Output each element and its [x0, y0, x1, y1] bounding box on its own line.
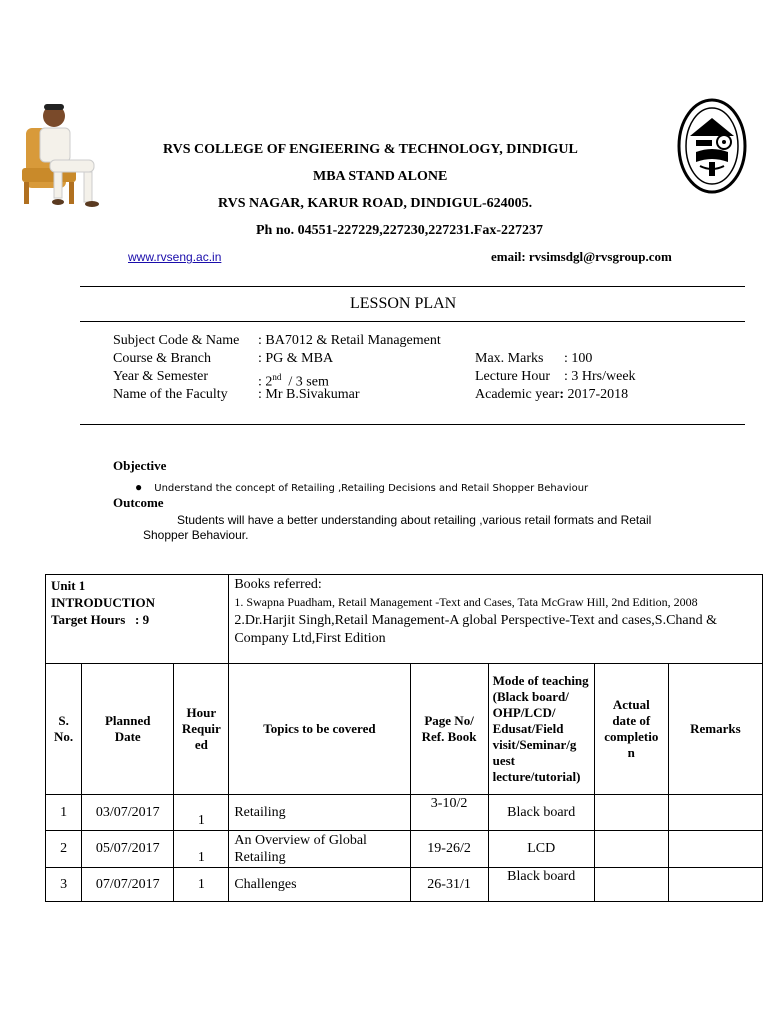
outcome-text-1: Students will have a better understanding about retailing ,various retail formats and Retail — [177, 513, 652, 527]
founder-photo — [14, 98, 102, 212]
row-hour: 1 — [174, 868, 229, 902]
row-page: 26-31/1 — [410, 868, 488, 902]
faculty-value: : Mr B.Sivakumar — [258, 387, 360, 402]
row-date: 03/07/2017 — [82, 795, 174, 831]
row-mode: Black board — [488, 795, 594, 831]
unit-row — [46, 575, 763, 664]
lecture-value: : 3 Hrs/week — [564, 369, 636, 384]
col-page-ref: Page No/ Ref. Book — [410, 664, 488, 795]
lesson-plan-title: LESSON PLAN — [350, 295, 457, 312]
row-remarks — [668, 868, 762, 902]
academic-label: Academic year — [475, 387, 560, 402]
row-page: 3-10/2 — [410, 795, 488, 831]
academic-year — [475, 386, 628, 404]
unit-title: INTRODUCTION — [51, 595, 156, 610]
row-remarks — [668, 795, 762, 831]
college-emblem — [676, 96, 748, 196]
academic-value: 2017-2018 — [564, 387, 629, 402]
row-topic: Retailing — [229, 795, 410, 831]
subject-label: Subject Code & Name — [113, 333, 240, 348]
objective-text: Understand the concept of Retailing ,Retailing Decisions and Retail Shopper Behaviour — [154, 483, 589, 494]
col-topics: Topics to be covered — [229, 664, 410, 795]
year-value-pre: : 2 — [258, 374, 273, 390]
faculty-label: Name of the Faculty — [113, 387, 228, 402]
outcome-heading: Outcome — [113, 495, 164, 510]
objective-heading: Objective — [113, 458, 167, 473]
unit-number: Unit 1 — [51, 578, 86, 593]
college-phone: Ph no. 04551-227229,227230,227231.Fax-227237 — [256, 223, 543, 238]
row-hour: 1 — [174, 831, 229, 868]
col-planned-date: Planned Date — [82, 664, 174, 795]
col-hour-required: Hour Requir ed — [174, 664, 229, 795]
col-sno: S. No. — [46, 664, 82, 795]
row-actual — [594, 868, 668, 902]
subject-value: : BA7012 & Retail Management — [258, 333, 441, 348]
unit-target-hours: Target Hours : 9 — [51, 612, 150, 627]
year-value-post: / 3 sem — [281, 374, 329, 390]
row-actual — [594, 795, 668, 831]
row-mode: LCD — [488, 831, 594, 868]
row-topic: An Overview of Global Retailing — [229, 831, 410, 868]
lecture-label: Lecture Hour — [475, 369, 551, 384]
academic-colon: : — [559, 387, 565, 402]
bullet-icon: ● — [135, 480, 143, 494]
row-sno: 2 — [46, 831, 82, 868]
row-date: 07/07/2017 — [82, 868, 174, 902]
col-mode-of-teaching: Mode of teaching (Black board/ OHP/LCD/ Edusat/Field visit/Seminar/g uest lecture/tutorial) — [488, 664, 594, 795]
marks-label: Max. Marks — [475, 351, 544, 366]
row-topic: Challenges — [229, 868, 410, 902]
college-address: RVS NAGAR, KARUR ROAD, DINDIGUL-624005. — [218, 196, 533, 211]
book-2: 2.Dr.Harjit Singh,Retail Management-A global Perspective-Text and cases,S.Chand & Company Ltd,First Edition — [234, 613, 718, 646]
unit-cell — [46, 575, 229, 664]
row-page: 19-26/2 — [410, 831, 488, 868]
divider-title — [80, 321, 745, 322]
department-name: MBA STAND ALONE — [313, 169, 448, 184]
row-actual — [594, 831, 668, 868]
objective-bullet — [135, 478, 588, 496]
year-label: Year & Semester — [113, 369, 209, 384]
divider-top — [80, 286, 745, 287]
outcome-text-2: Shopper Behaviour. — [143, 528, 249, 542]
table-row — [46, 868, 763, 902]
row-hour: 1 — [174, 795, 229, 831]
books-cell — [229, 575, 763, 664]
divider-info — [80, 424, 745, 425]
books-heading: Books referred: — [234, 577, 322, 592]
col-remarks: Remarks — [668, 664, 762, 795]
row-remarks — [668, 831, 762, 868]
row-date: 05/07/2017 — [82, 831, 174, 868]
year-value-sup: nd — [272, 372, 282, 382]
row-mode: Black board — [488, 868, 594, 902]
course-value: : PG & MBA — [258, 351, 334, 366]
table-row — [46, 831, 763, 868]
lesson-plan-table — [45, 574, 763, 902]
marks-value: : 100 — [564, 351, 593, 366]
website-link[interactable]: www.rvseng.ac.in — [128, 250, 222, 264]
table-row — [46, 795, 763, 831]
row-sno: 1 — [46, 795, 82, 831]
college-name: RVS COLLEGE OF ENGIEERING & TECHNOLOGY, DINDIGUL — [163, 142, 578, 157]
book-1: 1. Swapna Puadham, Retail Management -Text and Cases, Tata McGraw Hill, 2nd Edition, 2008 — [234, 595, 698, 609]
college-email: email: rvsimsdgl@rvsgroup.com — [491, 249, 672, 264]
course-label: Course & Branch — [113, 351, 211, 366]
row-sno: 3 — [46, 868, 82, 902]
col-actual-date: Actual date of completio n — [594, 664, 668, 795]
column-header-row — [46, 664, 763, 795]
